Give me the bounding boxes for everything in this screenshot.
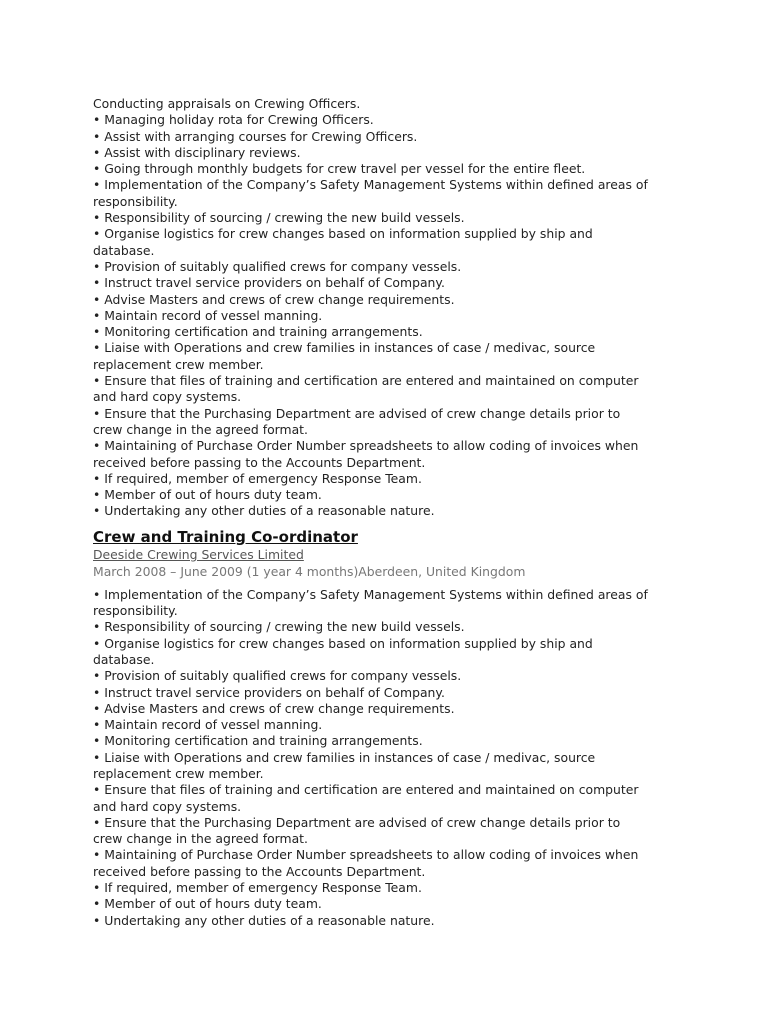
duty-line: • Maintaining of Purchase Order Number spreadsheets to allow coding of invoices when [93, 847, 639, 863]
duty-line: • If required, member of emergency Response Team. [93, 470, 422, 486]
duty-line: • Ensure that the Purchasing Department are advised of crew change details prior to [93, 405, 621, 421]
duty-line: • Monitoring certification and training arrangements. [93, 733, 423, 749]
duty-line: • Instruct travel service providers on behalf of Company. [93, 275, 445, 291]
duty-line: • Organise logistics for crew changes based on information supplied by ship and [93, 635, 593, 651]
duties-list-coordinator-role [93, 587, 683, 929]
duty-line: • Assist with disciplinary reviews. [93, 144, 301, 160]
document-page [93, 96, 683, 929]
duty-line: responsibility. [93, 193, 178, 209]
duty-line: • Organise logistics for crew changes based on information supplied by ship and [93, 226, 593, 242]
duty-line: • Maintaining of Purchase Order Number spreadsheets to allow coding of invoices when [93, 438, 639, 454]
duty-line: crew change in the agreed format. [93, 831, 308, 847]
duty-line: • Responsibility of sourcing / crewing the new build vessels. [93, 210, 465, 226]
duty-line: • Maintain record of vessel manning. [93, 307, 323, 323]
duty-line: • Implementation of the Company’s Safety Management Systems within defined areas of [93, 177, 648, 193]
duty-line: Conducting appraisals on Crewing Officers. [93, 96, 361, 111]
duty-line: and hard copy systems. [93, 389, 242, 405]
duty-line: database. [93, 651, 155, 667]
duty-line: • Responsibility of sourcing / crewing the new build vessels. [93, 619, 465, 635]
duty-line: responsibility. [93, 603, 178, 619]
job-title[interactable]: Crew and Training Co-ordinator [93, 527, 358, 546]
duty-line: • Provision of suitably qualified crews for company vessels. [93, 668, 462, 684]
duty-line: crew change in the agreed format. [93, 421, 308, 437]
duty-line: • Advise Masters and crews of crew change requirements. [93, 700, 455, 716]
duty-line: • Going through monthly budgets for crew travel per vessel for the entire fleet. [93, 161, 586, 177]
duty-line: • Ensure that the Purchasing Department are advised of crew change details prior to [93, 814, 621, 830]
duty-line: • Assist with arranging courses for Crewing Officers. [93, 128, 418, 144]
duty-line: replacement crew member. [93, 356, 264, 372]
duty-line: • Monitoring certification and training arrangements. [93, 324, 423, 340]
duty-line: • Liaise with Operations and crew families in instances of case / medivac, source [93, 749, 596, 765]
duty-line: • Member of out of hours duty team. [93, 487, 322, 503]
job-dates-location: March 2008 – June 2009 (1 year 4 months)Aberdeen, United Kingdom [93, 563, 526, 579]
duty-line: received before passing to the Accounts Department. [93, 863, 426, 879]
duty-line: • If required, member of emergency Response Team. [93, 880, 422, 896]
company-name[interactable]: Deeside Crewing Services Limited [93, 546, 304, 562]
duty-line: and hard copy systems. [93, 798, 242, 814]
duty-line: • Ensure that files of training and certification are entered and maintained on computer [93, 782, 639, 798]
duty-line: • Instruct travel service providers on behalf of Company. [93, 684, 445, 700]
duty-line: • Undertaking any other duties of a reasonable nature. [93, 503, 435, 519]
duty-line: • Provision of suitably qualified crews for company vessels. [93, 258, 462, 274]
duty-line: • Maintain record of vessel manning. [93, 717, 323, 733]
duties-list-previous-role [93, 96, 683, 520]
duty-line: • Liaise with Operations and crew families in instances of case / medivac, source [93, 340, 596, 356]
duty-line: received before passing to the Accounts Department. [93, 454, 426, 470]
duty-line: • Undertaking any other duties of a reasonable nature. [93, 912, 435, 928]
duty-line: • Advise Masters and crews of crew change requirements. [93, 291, 455, 307]
duty-line: • Ensure that files of training and certification are entered and maintained on computer [93, 373, 639, 389]
duty-line: • Managing holiday rota for Crewing Officers. [93, 112, 374, 128]
duty-line: database. [93, 242, 155, 258]
duty-line: replacement crew member. [93, 765, 264, 781]
duty-line: • Member of out of hours duty team. [93, 896, 322, 912]
duty-line: • Implementation of the Company’s Safety Management Systems within defined areas of [93, 586, 648, 602]
